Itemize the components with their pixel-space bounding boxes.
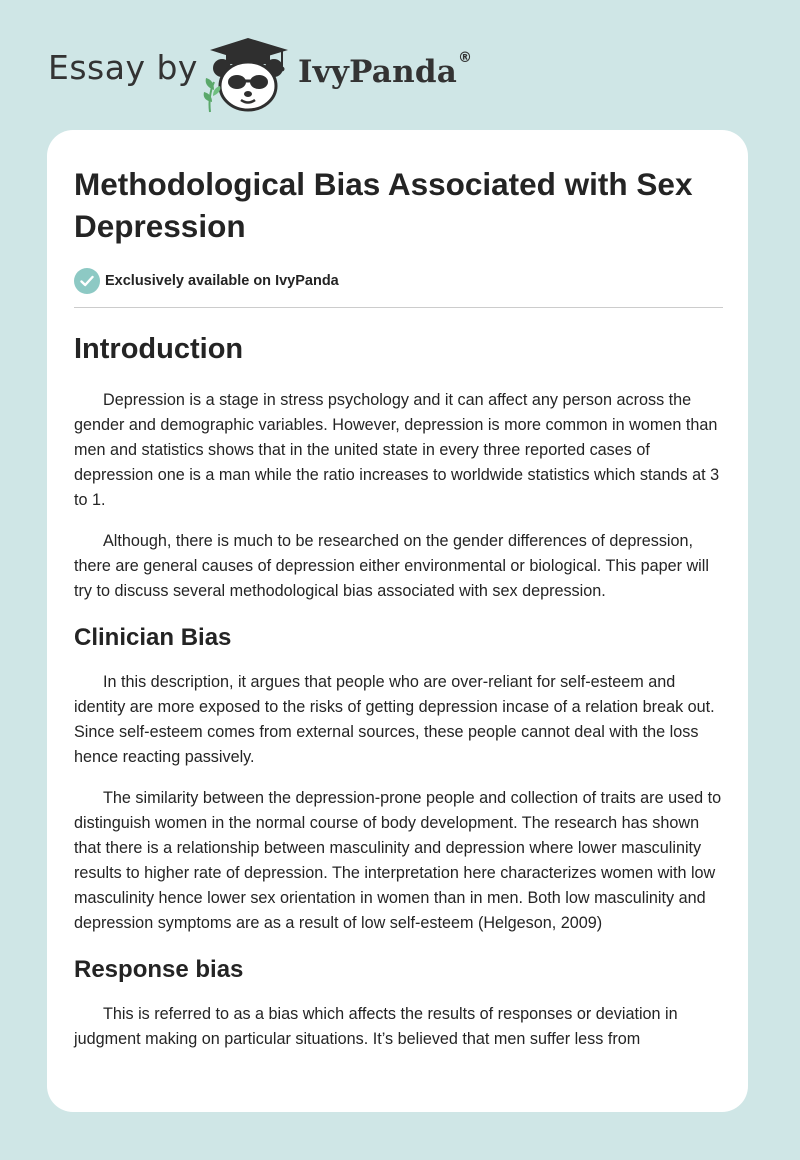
brand-name[interactable] (298, 50, 473, 90)
check-icon (74, 268, 100, 294)
paragraph: This is referred to as a bias which affects the results of responses or deviation in judgment making on particular situations. It’s believed that men suffer less from (74, 1005, 678, 1048)
exclusive-label: Exclusively available on IvyPanda (105, 273, 339, 289)
heading-response-bias: Response bias (74, 956, 244, 983)
paragraph: Depression is a stage in stress psychology and it can affect any person across the gender and demographic variables. However, depression is more common in women than men and statistics shows that in the united state in every three reported cases of depression one is a man while the ratio increases to worldwide statistics which stands at 3 to 1. (74, 391, 720, 509)
site-header (0, 0, 800, 130)
title-divider (74, 307, 723, 308)
essay-content (74, 163, 724, 1052)
heading-introduction: Introduction (74, 333, 244, 365)
registered-mark: ® (458, 50, 473, 66)
brand-prefix: Essay by (48, 48, 198, 87)
essay-title: Methodological Bias Associated with Sex Depression (74, 166, 693, 244)
paragraph: Although, there is much to be researched on the gender differences of depression, there are general causes of depression either environmental or biological. This paper will try to discuss several methodological bias associated with sex depression. (74, 532, 709, 600)
essay-card (47, 130, 748, 1112)
paragraph: The similarity between the depression-prone people and collection of traits are used to distinguish women in the normal course of body development. The research has shown that there is a relationship between masculinity and depression where lower masculinity results to higher rate of depression. The interpretation here characterizes women with low masculinity hence lower sex orientation in women than in men. Both low masculinity and depression symptoms are as a result of low self-esteem (Helgeson, 2009) (74, 789, 722, 932)
exclusive-badge (74, 267, 724, 295)
panda-logo-icon[interactable] (200, 34, 296, 114)
heading-clinician-bias: Clinician Bias (74, 624, 232, 651)
paragraph: In this description, it argues that people who are over-reliant for self-esteem and identity are more exposed to the risks of getting depression incase of a relation break out. Since self-esteem comes from external sources, these people cannot deal with the loss hence reacting passively. (74, 673, 715, 766)
brand-name-text: IvyPanda (298, 54, 457, 90)
